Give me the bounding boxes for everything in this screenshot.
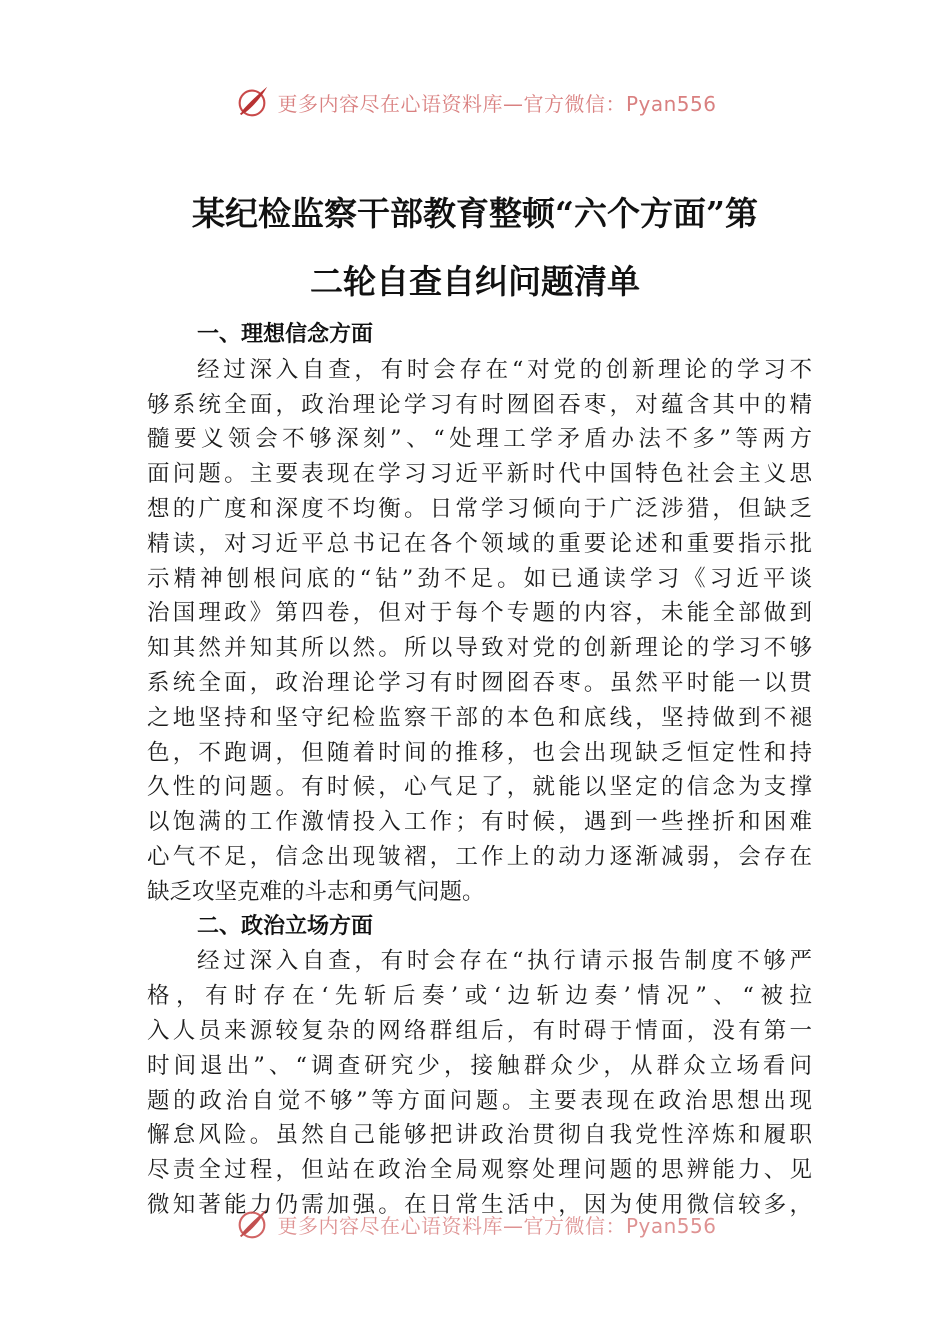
quill-pen-logo-icon bbox=[233, 1205, 271, 1243]
quill-pen-logo-icon bbox=[233, 83, 271, 121]
text-line: 格，有时存在‘先斩后奏’或‘边斩边奏’情况”、“被拉 bbox=[147, 983, 812, 1010]
text-line: 久性的问题。有时候，心气足了，就能以坚定的信念为支撑 bbox=[147, 774, 812, 801]
text-line: 入人员来源较复杂的网络群组后，有时碍于情面，没有第一 bbox=[147, 1017, 812, 1044]
text-line: 知其然并知其所以然。所以导致对党的创新理论的学习不够 bbox=[147, 635, 812, 662]
text-line: 题的政治自觉不够”等方面问题。主要表现在政治思想出现 bbox=[147, 1087, 812, 1114]
text-line: 系统全面，政治理论学习有时囫囵吞枣。虽然平时能一以贯 bbox=[147, 669, 812, 696]
section-heading-ideals: 一、理想信念方面 bbox=[197, 322, 374, 347]
text-line: 之地坚持和坚守纪检监察干部的本色和底线，坚持做到不褪 bbox=[147, 704, 812, 731]
text-line: 时间退出”、“调查研究少，接触群众少，从群众立场看问 bbox=[147, 1052, 812, 1079]
document-title-line1: 某纪检监察干部教育整顿“六个方面”第 bbox=[192, 194, 758, 233]
text-line: 精读，对习近平总书记在各个领域的重要论述和重要指示批 bbox=[147, 530, 812, 557]
text-line: 以饱满的工作激情投入工作；有时候，遇到一些挫折和困难 bbox=[147, 809, 812, 836]
text-line: 尽责全过程，但站在政治全局观察处理问题的思辨能力、见 bbox=[147, 1157, 812, 1184]
text-line: 缺乏攻坚克难的斗志和勇气问题。 bbox=[147, 878, 485, 905]
text-line: 经过深入自查，有时会存在“对党的创新理论的学习不 bbox=[197, 356, 812, 383]
text-line: 心气不足，信念出现皱褶，工作上的动力逐渐减弱，会存在 bbox=[147, 843, 812, 870]
text-line: 微知著能力仍需加强。在日常生活中，因为使用微信较多， bbox=[147, 1191, 812, 1218]
paragraph-ideals bbox=[147, 353, 812, 910]
paragraph-political-stance bbox=[147, 944, 812, 1222]
text-line: 够系统全面，政治理论学习有时囫囵吞枣，对蕴含其中的精 bbox=[147, 391, 812, 418]
watermark-top bbox=[0, 80, 950, 124]
section-heading-political-stance: 二、政治立场方面 bbox=[197, 913, 374, 939]
text-line: 想的广度和深度不均衡。日常学习倾向于广泛涉猎，但缺乏 bbox=[147, 495, 812, 522]
text-line: 示精神刨根问底的“钻”劲不足。如已通读学习《习近平谈 bbox=[147, 565, 812, 592]
watermark-bottom bbox=[0, 1202, 950, 1246]
watermark-top-text: 更多内容尽在心语资料库—官方微信：Pyan556 bbox=[277, 91, 717, 116]
text-line: 色，不跑调，但随着时间的推移，也会出现缺乏恒定性和持 bbox=[147, 739, 812, 766]
text-line: 经过深入自查，有时会存在“执行请示报告制度不够严 bbox=[197, 948, 812, 975]
text-line: 面问题。主要表现在学习习近平新时代中国特色社会主义思 bbox=[147, 461, 812, 488]
document-title-line2: 二轮自查自纠问题清单 bbox=[310, 262, 640, 301]
text-line: 治国理政》第四卷，但对于每个专题的内容，未能全部做到 bbox=[147, 600, 812, 627]
text-line: 髓要义领会不够深刻”、“处理工学矛盾办法不多”等两方 bbox=[147, 426, 812, 453]
document-body bbox=[147, 318, 812, 1223]
watermark-bottom-text: 更多内容尽在心语资料库—官方微信：Pyan556 bbox=[277, 1213, 717, 1238]
text-line: 懈怠风险。虽然自己能够把讲政治贯彻自我党性淬炼和履职 bbox=[147, 1122, 812, 1149]
